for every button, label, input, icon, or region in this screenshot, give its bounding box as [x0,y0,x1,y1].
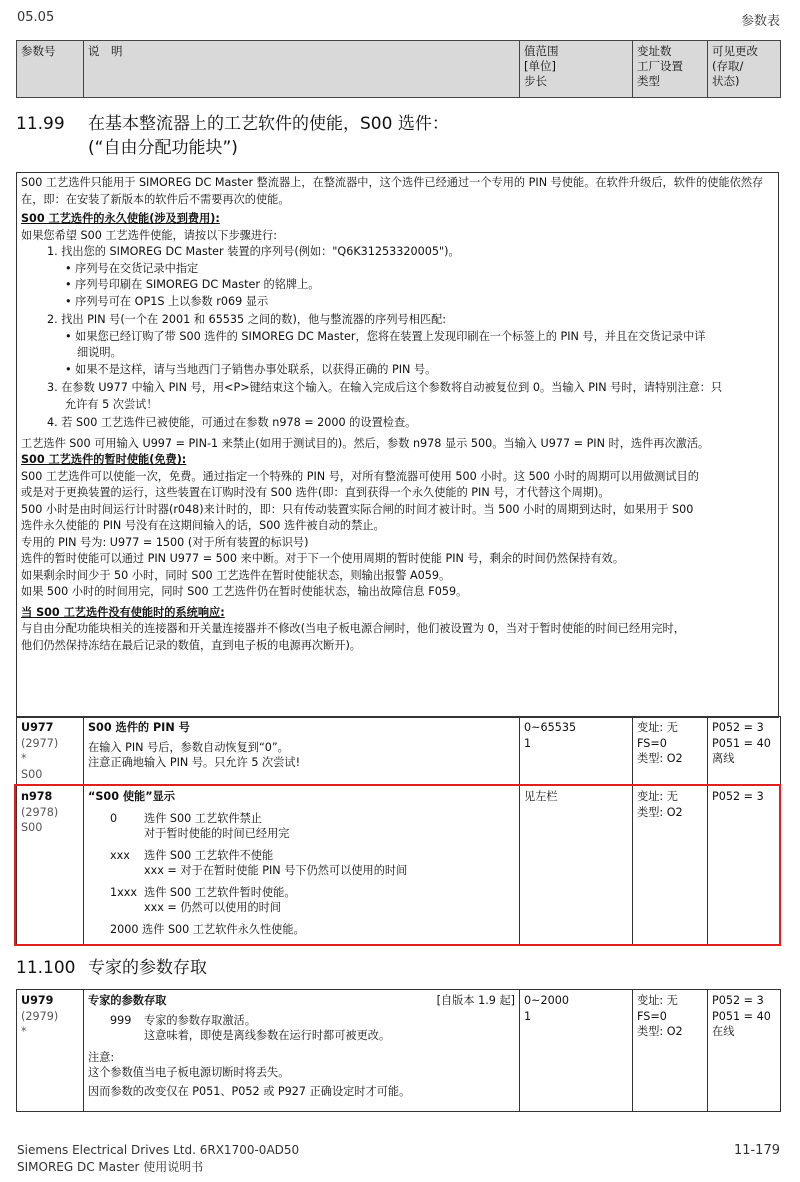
param-range-cell: 0~65535 1 [520,717,633,786]
permanent-enable-heading: S00 工艺选件的永久使能(涉及到费用): [21,212,220,225]
param-row-u977 [17,717,781,786]
step-4: 4. 若 S00 工艺选件已被使能，可通过在参数 n978 = 2000 的设置检查。 [47,416,417,429]
param-access-cell: P052 = 3 P051 = 40 在线 [708,990,781,1112]
page-number: 11-179 [733,1143,780,1158]
param-description-cell: 专家的参数存取 [自版本 1.9 起] 999 专家的参数存取激活。 这意味着，即使是离线参数在运行时都可被更改。 注意: 这个参数值当电子板电源切断时将丢失。 因而参数的改变仅在 P051、P052 或 P927 正确设定时才可能。 [84,990,520,1112]
param-description-cell: “S00 使能”显示 0 选件 S00 工艺软件禁止 对于暂时使能的时间已经用完 xxx 选件 S00 工艺软件不使能 xxx = 对于在暂时使能 PIN 号下仍然可以使用的时间 1xxx 选件 S00 工艺软件暂时使能。 xxx = 仍然可以使用的时间 2000 选件 S00 工艺软件永久性使能。 [84,786,520,946]
param-id-cell: U979 (2979) * [17,990,84,1112]
step-1: 1. 找出您的 SIMOREG DC Master 装置的序列号(例如："Q6K31253320005")。 [47,245,460,258]
param-factory-cell: 变址: 无 FS=0 类型: O2 [633,717,708,786]
section-title-11-100: 11.100 专家的参数存取 [16,958,207,978]
col-description: 说 明 [84,41,520,98]
header-date: 05.05 [17,10,55,25]
param-access-cell: P052 = 3 P051 = 40 离线 [708,717,781,786]
param-factory-cell: 变址: 无 FS=0 类型: O2 [633,990,708,1112]
param-range-cell: 见左栏 [520,786,633,946]
param-table-u979 [16,989,781,1112]
param-id-cell: U977 (2977) * S00 [17,717,84,786]
col-index-factory: 变址数 工厂设置 类型 [633,41,708,98]
step-3: 3. 在参数 U977 中输入 PIN 号，用<P>键结束这个输入。在输入完成后这个参数将自动被复位到 0。当输入 PIN 号时，请特别注意：只 [47,381,723,394]
header-section: 参数表 [740,14,780,29]
system-response-heading: 当 S00 工艺选件没有使能时的系统响应: [21,605,225,619]
param-access-cell: P052 = 3 [708,786,781,946]
temporary-enable-heading: S00 工艺选件的暂时使能(免费): [21,453,187,466]
section-subtitle-11-99: (“自由分配功能块”) [88,138,238,158]
col-param-number: 参数号 [17,41,84,98]
col-visibility: 可见更改 (存取/ 状态) [708,41,781,98]
step-2: 2. 找出 PIN 号(一个在 2001 和 65535 之间的数)，他与整流器的序列号相匹配: [47,313,447,326]
intro-box: S00 工艺选件只能用于 SIMOREG DC Master 整流器上，在整流器中，这个选件已经通过一个专用的 PIN 号使能。在软件升级后，软件的使能依然存在，即：在安装了新版本的软件后不需要再次的使能。 S00 工艺选件的永久使能(涉及到费用): 如果您希望 S00 工艺选件使能，请按以下步骤进行: 1. 找出您的 SIMOREG DC Master 装置的序列号(例如："Q6K31253320005")。 • 序列号在交货记录中指定 • 序列号印刷在 SIMOREG DC Master 的铭牌上。 • 序列号可在 OP1S 上以参数 r069 显示 2. 找出 PIN 号(一个在 2001 和 65535 之间的数)，他与整流器的序列号相匹配: • 如果您已经订购了带 S00 选件的 SIMOREG DC Master，您将在装置上发现印刷在一个标签上的 PIN 号，并且在交货记录中详 细说明。 • 如果不是这样，请与当地西门子销售办事处联系，以获得正确的 PIN 号。 3. 在参数 U977 中输入 PIN 号，用<P>键结束这个输入。在输入完成后这个参数将自动被复位到 0。当输入 PIN 号时，请特别注意：只 允许有 5 次尝试！ 4. 若 S00 工艺选件已被使能，可通过在参数 n978 = 2000 的设置检查。 工艺选件 S00 可用输入 U997 = PIN-1 来禁止(如用于测试目的)。然后，参数 n978 显示 500。当输入 U977 = PIN 时，选件再次激活。 S00 工艺选件的暂时使能(免费): S00 工艺选件可以使能一次，免费。通过指定一个特殊的 PIN 号，对所有整流器可使用 500 小时。这 500 小时的周期可以用做测试目的 或是对于更换装置的运行，这些装置在订购时没有 S00 选件(即：直到获得一个永久使能的 PIN 号，才代替这个周期)。 500 小时是由时间运行计时器(r048)来计时的，即：只有传动装置实际合闸的时间才被计时。当 500 小时的周期到达时，如果用于 S00 选件永久使能的 PIN 号没有在这期间输入的话，S00 选件被自动的禁止。 专用的 PIN 号为: U977 = 1500 (对于所有装置的标识号) 选件的暂时使能可以通过 PIN U977 = 500 来中断。对于下一个使用周期的暂时使能 PIN 号，剩余的时间仍然保持有效。 如果剩余时间少于 50 小时，同时 S00 工艺选件在暂时使能状态，则输出报警 A059。 如果 500 小时的时间用完，同时 S00 工艺选件仍在暂时使能状态，输出故障信息 F059。 当 S00 工艺选件没有使能时的系统响应: 与自由分配功能块相关的连接器和开关量连接器并不修改(当电子板电源合闸时，他们被设置为 0，当对于暂时使能的时间已经用完时， 他们仍然保持冻结在最后记录的数值，直到电子板的电源再次断开)。 [16,172,779,718]
intro-paragraph: S00 工艺选件只能用于 SIMOREG DC Master 整流器上，在整流器中，这个选件已经通过一个专用的 PIN 号使能。在软件升级后，软件的使能依然存在，即：在安装了新版本的软件后不需要再次的使能。 [21,176,764,206]
param-table-u977-n978 [16,716,781,946]
param-id-cell: n978 (2978) S00 [17,786,84,946]
footer-publisher: Siemens Electrical Drives Ltd. 6RX1700-0AD50 SIMOREG DC Master 使用说明书 [17,1143,300,1174]
section-title-11-99: 11.99 在基本整流器上的工艺软件的使能，S00 选件： [16,114,449,134]
version-note: [自版本 1.9 起] [436,994,515,1007]
param-row-u979 [17,990,781,1112]
param-factory-cell: 变址: 无 类型: O2 [633,786,708,946]
param-description-cell: S00 选件的 PIN 号 在输入 PIN 号后，参数自动恢复到“0”。 注意正确地输入 PIN 号。只允许 5 次尝试! [84,717,520,786]
col-value-range: 值范围 [单位] 步长 [520,41,633,98]
column-header-table [16,40,781,98]
param-row-n978 [17,786,781,946]
param-range-cell: 0~2000 1 [520,990,633,1112]
